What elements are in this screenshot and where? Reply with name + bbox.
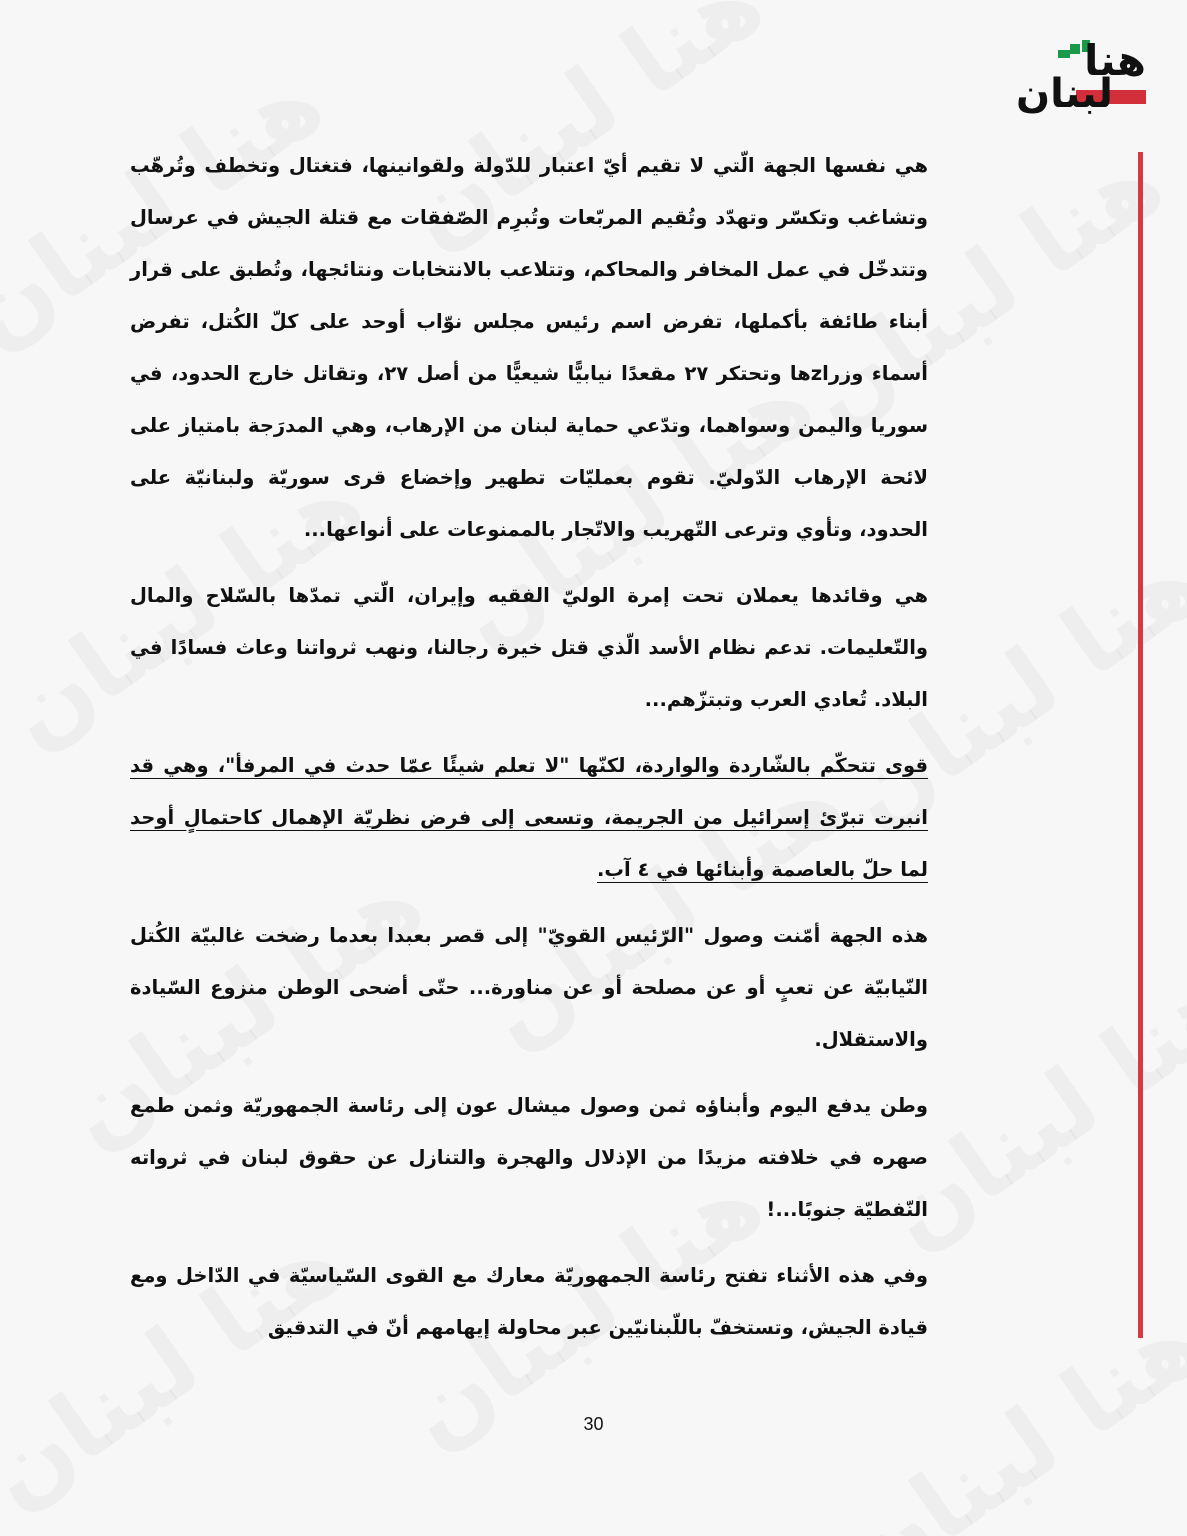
paragraph: هي نفسها الجهة الّتي لا تقيم أيّ اعتبار للدّولة ولقوانينها، فتغتال وتخطف وتُرهّب وتشاغب وتكسّر وتهدّد وتُقيم المربّعات وتُبرِم الصّفقات مع قتلة الجيش في عرسال وتتدخّل في عمل المخافر والمحاكم، وتتلاعب بالانتخابات ونتائجها، وتُطبق على قرار أبناء طائفة بأكملها، تفرض اسم رئيس مجلس نوّاب أوحد على كلّ الكُتل، تفرض أسماء وزراzها وتحتكر ٢٧ مقعدًا نيابيًّا شيعيًّا من أصل ٢٧، وتقاتل خارج الحدود، في سوريا واليمن وسواهما، وتدّعي حماية لبنان من الإرهاب، وهي المدرَجة بامتياز على لائحة الإرهاب الدّوليّ. تقوم بعمليّات تطهير وإخضاع قرى سوريّة ولبنانيّة على الحدود، وتأوي وترعى التّهريب والاتّجار بالممنوعات على أنواعها... <box>130 154 928 541</box>
paragraph: هذه الجهة أمّنت وصول "الرّئيس القويّ" إلى قصر بعبدا بعدما رضخت غالبيّة الكُتل النّيابيّة عن تعبٍ أو عن مصلحة أو عن مناورة... حتّى أضحى الوطن منزوع السّيادة والاستقلال. <box>130 924 928 1051</box>
article-body <box>130 140 928 1368</box>
logo-word-1: هنا <box>1083 36 1146 85</box>
logo-green-stroke <box>1070 44 1080 54</box>
paragraph: هي وقائدها يعملان تحت إمرة الوليّ الفقيه وإيران، الّتي تمدّها بالسّلاح والمال والتّعليمات. تدعم نظام الأسد الّذي قتل خيرة رجالنا، ونهب ثرواتنا وعاث فسادًا في البلاد. تُعادي العرب وتبتزّهم... <box>130 584 928 711</box>
logo-word-2: لبنان <box>1016 71 1113 117</box>
paragraph: وفي هذه الأثناء تفتح رئاسة الجمهوريّة معارك مع القوى السّياسيّة في الدّاخل ومع قيادة الجيش، وتستخفّ باللّبنانيّين عبر محاولة إيهامهم أنّ في التدقيق <box>130 1264 928 1339</box>
page-number: 30 <box>583 1414 604 1434</box>
logo-green-stroke <box>1058 50 1070 58</box>
margin-rule <box>1138 152 1143 1338</box>
site-logo <box>1012 38 1146 118</box>
paragraph-underlined: قوى تتحكّم بالشّاردة والواردة، لكنّها "لا تعلم شيئًا عمّا حدث في المرفأ"، وهي قد انبرت تبرّئ إسرائيل من الجريمة، وتسعى إلى فرض نظريّة الإهمال كاحتمالٍ أوحد لما حلّ بالعاصمة وأبنائها في ٤ آب. <box>130 754 928 881</box>
paragraph: وطن يدفع اليوم وأبناؤه ثمن وصول ميشال عون إلى رئاسة الجمهوريّة وثمن طمع صهره في خلافته مزيدًا من الإذلال والهجرة والتنازل عن حقوق لبنان في ثرواته النّفطيّة جنوبًا...! <box>130 1094 928 1221</box>
